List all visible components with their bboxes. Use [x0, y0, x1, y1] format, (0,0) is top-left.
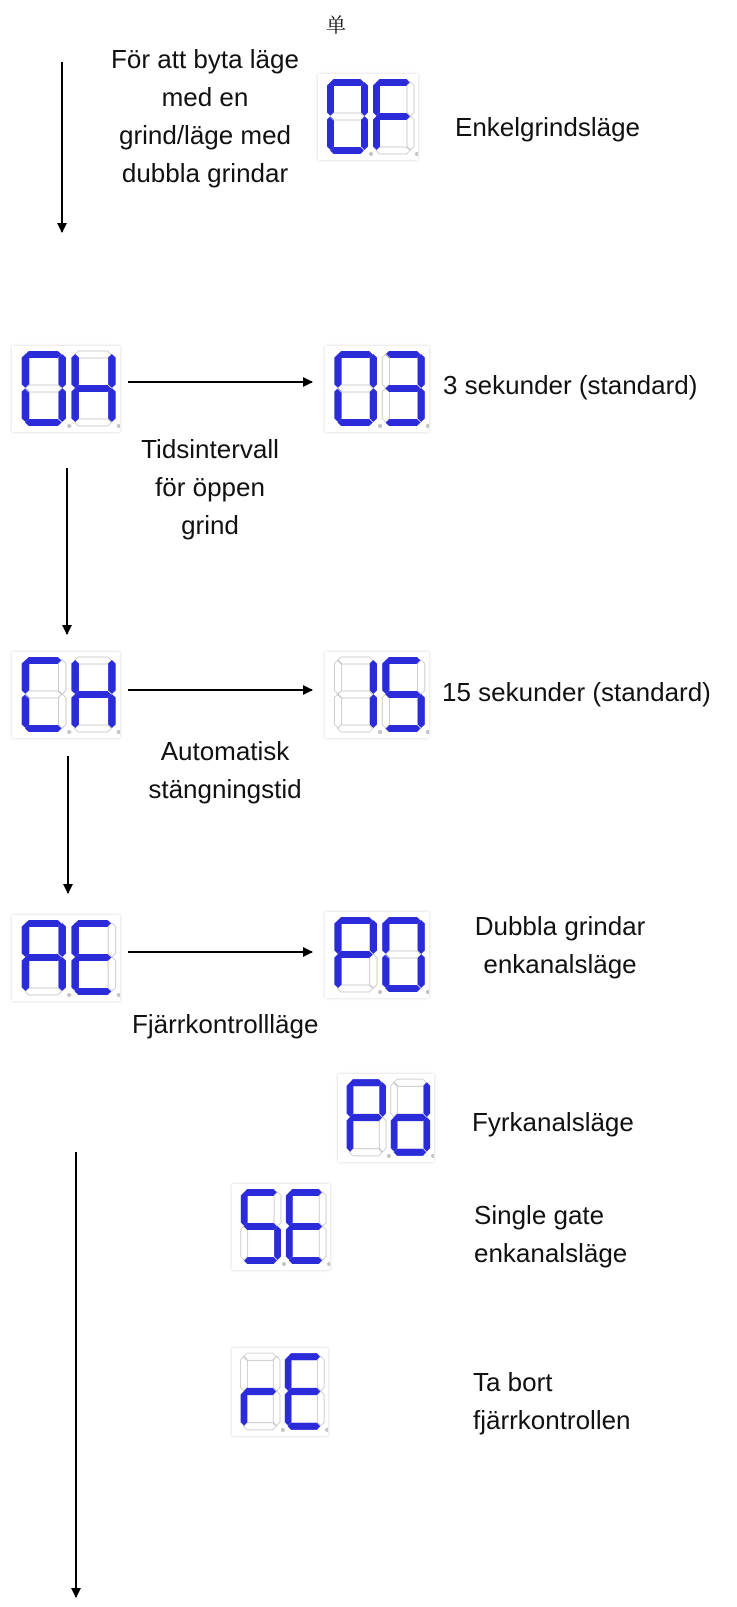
- segment-c-on: [370, 694, 377, 728]
- segment-digit-E: [286, 1189, 330, 1266]
- segment-b-on: [370, 660, 377, 694]
- decimal-point: [117, 993, 120, 997]
- segment-a-on: [289, 1189, 322, 1196]
- intro-line: dubbla grindar: [121, 158, 289, 188]
- seven-segment-digits: [232, 1184, 330, 1270]
- segment-g-on: [350, 1114, 383, 1121]
- segment-a-on: [385, 657, 420, 664]
- segment-d-on: [25, 419, 62, 426]
- caption-line: för öppen: [155, 472, 265, 502]
- segment-b-off: [407, 82, 414, 116]
- caption-line: Tidsintervall: [141, 434, 279, 464]
- seven-segment-digits: [232, 1348, 328, 1436]
- segment-b-off: [273, 1356, 280, 1391]
- segment-b-on: [58, 923, 66, 957]
- segment-a-off: [244, 1353, 277, 1360]
- segment-digit-P: [334, 917, 382, 994]
- segment-f-on: [373, 82, 380, 116]
- decimal-point: [369, 152, 373, 156]
- segment-b-off: [58, 660, 66, 694]
- segment-a-on: [376, 79, 410, 86]
- seven-segment-digits: [12, 652, 120, 738]
- segment-e-on: [347, 1117, 354, 1152]
- segment-digit-P: [347, 1079, 391, 1158]
- segment-digit-0: [334, 351, 382, 428]
- segment-g-on: [244, 1223, 277, 1230]
- segment-digit-E: [71, 920, 120, 997]
- segment-digit-r: [241, 1353, 285, 1432]
- segment-g-on: [244, 1388, 277, 1395]
- segment-f-off: [391, 1082, 398, 1117]
- decimal-point: [378, 730, 382, 734]
- segment-c-off: [273, 1391, 280, 1426]
- segment-g-on: [337, 951, 372, 958]
- top-glyph: 单: [326, 15, 346, 37]
- segment-g-off: [330, 113, 364, 120]
- segment-digit-S: [241, 1189, 286, 1266]
- segment-e-on: [285, 1391, 292, 1426]
- segment-a-on: [385, 917, 420, 924]
- intro-line: För att byta läge: [111, 44, 299, 74]
- label-line: enkanalsläge: [474, 1238, 628, 1268]
- segment-e-on: [286, 1226, 293, 1260]
- segment-a-on: [350, 1079, 383, 1086]
- segment-g-off: [337, 691, 372, 698]
- label-single-gate: [474, 1196, 627, 1272]
- segment-c-on: [108, 388, 116, 422]
- segment-a-on: [337, 917, 372, 924]
- segment-c-off: [379, 1117, 386, 1152]
- intro-line: med en: [161, 82, 249, 112]
- segment-d-on: [385, 419, 420, 426]
- seven-segment-digits: [12, 915, 120, 1001]
- segment-b-on: [108, 354, 116, 388]
- decimal-point: [117, 730, 120, 734]
- segment-a-off: [75, 351, 112, 358]
- segment-display-pd: [338, 1074, 434, 1162]
- segment-e-on: [373, 116, 380, 150]
- segment-f-on: [241, 1192, 248, 1226]
- segment-display-03: [325, 346, 429, 432]
- segment-f-on: [334, 920, 341, 954]
- segment-b-on: [58, 354, 66, 388]
- decimal-point: [282, 1262, 286, 1266]
- segment-a-off: [337, 657, 372, 664]
- label-line: Single gate: [474, 1200, 605, 1230]
- segment-display-re: [232, 1348, 328, 1436]
- segment-d-off: [75, 725, 112, 732]
- segment-f-off: [382, 354, 389, 388]
- segment-digit-3: [382, 351, 429, 428]
- segment-display-0f: [318, 74, 418, 160]
- segment-b-on: [370, 920, 377, 954]
- segment-b-off: [319, 1192, 326, 1226]
- caption-line: Automatisk: [160, 736, 290, 766]
- segment-c-on: [361, 116, 368, 150]
- decimal-point: [431, 1154, 434, 1158]
- label-line: enkanalsläge: [483, 949, 637, 979]
- segment-g-on: [288, 1388, 321, 1395]
- segment-g-off: [25, 691, 62, 698]
- segment-d-off: [25, 988, 62, 995]
- segment-e-off: [241, 1226, 248, 1260]
- segment-g-on: [75, 691, 112, 698]
- segment-g-on: [385, 385, 420, 392]
- caption-tidsintervall: [110, 430, 310, 544]
- segment-c-off: [58, 694, 66, 728]
- segment-digit-H: [71, 351, 120, 428]
- segment-d-on: [337, 419, 372, 426]
- segment-e-off: [382, 694, 389, 728]
- segment-c-off: [108, 957, 116, 991]
- segment-d-off: [337, 985, 372, 992]
- segment-a-on: [244, 1189, 277, 1196]
- segment-g-on: [75, 385, 112, 392]
- segment-c-off: [317, 1391, 324, 1426]
- segment-b-off: [317, 1356, 324, 1391]
- decimal-point: [327, 1262, 330, 1266]
- segment-c-on: [418, 388, 425, 422]
- label-line: Dubbla grindar: [474, 911, 646, 941]
- segment-e-on: [22, 957, 30, 991]
- segment-c-on: [423, 1117, 430, 1152]
- segment-display-0h: [12, 346, 120, 432]
- decimal-point: [67, 993, 71, 997]
- segment-digit-1: [334, 657, 382, 734]
- segment-e-off: [334, 694, 341, 728]
- label-fyrkanalslage: Fyrkanalsläge: [472, 1107, 634, 1137]
- segment-f-on: [71, 923, 79, 957]
- decimal-point: [67, 424, 71, 428]
- decimal-point: [426, 730, 429, 734]
- segment-e-on: [327, 116, 334, 150]
- segment-g-on: [25, 954, 62, 961]
- segment-f-on: [382, 660, 389, 694]
- segment-a-on: [385, 351, 420, 358]
- segment-e-on: [241, 1391, 248, 1426]
- segment-a-off: [75, 657, 112, 664]
- segment-d-off: [337, 725, 372, 732]
- segment-f-on: [22, 923, 30, 957]
- segment-f-on: [22, 354, 30, 388]
- segment-d-on: [394, 1149, 427, 1156]
- segment-digit-A: [22, 920, 72, 997]
- segment-d-on: [385, 725, 420, 732]
- segment-e-on: [22, 694, 30, 728]
- segment-b-on: [418, 920, 425, 954]
- segment-a-on: [25, 657, 62, 664]
- seven-segment-digits: [325, 652, 429, 738]
- segment-e-on: [22, 388, 30, 422]
- segment-d-off: [376, 147, 410, 154]
- segment-d-on: [244, 1257, 277, 1264]
- segment-f-on: [334, 354, 341, 388]
- segment-b-on: [418, 354, 425, 388]
- decimal-point: [117, 424, 120, 428]
- segment-d-off: [244, 1423, 277, 1430]
- segment-g-on: [394, 1114, 427, 1121]
- segment-c-on: [370, 388, 377, 422]
- segment-e-on: [334, 388, 341, 422]
- segment-f-on: [285, 1356, 292, 1391]
- segment-c-on: [58, 388, 66, 422]
- segment-digit-C: [22, 657, 72, 734]
- segment-f-on: [22, 660, 30, 694]
- segment-digit-H: [71, 657, 120, 734]
- label-line: Ta bort: [473, 1367, 553, 1397]
- segment-f-off: [334, 660, 341, 694]
- segment-d-off: [75, 419, 112, 426]
- segment-display-ae: [12, 915, 120, 1001]
- decimal-point: [378, 990, 382, 994]
- decimal-point: [415, 152, 418, 156]
- segment-digit-d: [391, 1079, 434, 1158]
- seven-segment-digits: [325, 912, 429, 998]
- segment-f-on: [71, 660, 79, 694]
- segment-c-on: [418, 694, 425, 728]
- segment-b-on: [108, 660, 116, 694]
- segment-g-on: [385, 691, 420, 698]
- caption-line: stängningstid: [148, 774, 302, 804]
- label-15-sekunder: 15 sekunder (standard): [442, 677, 711, 707]
- seven-segment-digits: [338, 1074, 434, 1162]
- segment-a-on: [330, 79, 364, 86]
- segment-f-on: [286, 1192, 293, 1226]
- segment-a-off: [394, 1079, 427, 1086]
- segment-f-on: [347, 1082, 354, 1117]
- segment-b-on: [370, 354, 377, 388]
- segment-b-on: [379, 1082, 386, 1117]
- decimal-point: [325, 1428, 328, 1432]
- segment-a-on: [288, 1353, 321, 1360]
- segment-g-off: [337, 385, 372, 392]
- caption-automatisk: [125, 732, 325, 808]
- decimal-point: [387, 1154, 391, 1158]
- label-dubbla-grindar: [450, 907, 670, 983]
- segment-c-on: [58, 957, 66, 991]
- decimal-point: [378, 424, 382, 428]
- label-3-sekunder: 3 sekunder (standard): [443, 370, 698, 400]
- decimal-point: [426, 990, 429, 994]
- seven-segment-digits: [325, 346, 429, 432]
- segment-b-off: [418, 660, 425, 694]
- segment-g-off: [385, 951, 420, 958]
- decimal-point: [67, 730, 71, 734]
- segment-g-on: [75, 954, 112, 961]
- caption-fjarrkontrolllage: Fjärrkontrollläge: [132, 1009, 319, 1039]
- segment-a-on: [25, 351, 62, 358]
- segment-c-off: [370, 954, 377, 988]
- segment-digit-F: [373, 79, 418, 156]
- segment-digit-0: [22, 351, 72, 428]
- label-enkelgrindslage: Enkelgrindsläge: [455, 112, 641, 142]
- segment-d-on: [385, 985, 420, 992]
- segment-d-off: [350, 1149, 383, 1156]
- segment-b-off: [274, 1192, 281, 1226]
- segment-e-on: [382, 954, 389, 988]
- segment-c-off: [407, 116, 414, 150]
- segment-display-se: [232, 1184, 330, 1270]
- segment-f-off: [241, 1356, 248, 1391]
- segment-c-off: [319, 1226, 326, 1260]
- segment-a-on: [337, 351, 372, 358]
- segment-f-on: [71, 354, 79, 388]
- segment-d-on: [25, 725, 62, 732]
- segment-b-on: [423, 1082, 430, 1117]
- segment-d-on: [75, 988, 112, 995]
- segment-digit-0: [327, 79, 373, 156]
- segment-display-p0: [325, 912, 429, 998]
- segment-c-on: [108, 694, 116, 728]
- segment-e-on: [71, 694, 79, 728]
- segment-e-off: [382, 388, 389, 422]
- segment-digit-5: [382, 657, 429, 734]
- decimal-point: [281, 1428, 285, 1432]
- segment-a-on: [25, 920, 62, 927]
- segment-g-on: [289, 1223, 322, 1230]
- segment-e-on: [391, 1117, 398, 1152]
- label-line: fjärrkontrollen: [473, 1405, 631, 1435]
- segment-c-on: [418, 954, 425, 988]
- segment-display-15: [325, 652, 429, 738]
- seven-segment-digits: [12, 346, 120, 432]
- intro-line: grind/läge med: [119, 120, 291, 150]
- seven-segment-digits: [318, 74, 418, 160]
- segment-g-on: [376, 113, 410, 120]
- caption-line: grind: [181, 510, 239, 540]
- segment-d-on: [330, 147, 364, 154]
- segment-c-on: [274, 1226, 281, 1260]
- segment-e-on: [71, 388, 79, 422]
- segment-a-on: [75, 920, 112, 927]
- segment-g-off: [25, 385, 62, 392]
- segment-d-on: [288, 1423, 321, 1430]
- segment-f-on: [382, 920, 389, 954]
- segment-digit-0: [382, 917, 429, 994]
- segment-f-on: [327, 82, 334, 116]
- segment-b-off: [108, 923, 116, 957]
- segment-e-on: [334, 954, 341, 988]
- segment-d-on: [289, 1257, 322, 1264]
- decimal-point: [426, 424, 429, 428]
- segment-b-on: [361, 82, 368, 116]
- label-ta-bort: [473, 1363, 631, 1439]
- segment-e-on: [71, 957, 79, 991]
- segment-display-ch: [12, 652, 120, 738]
- intro-text: [90, 40, 320, 192]
- segment-digit-E: [285, 1353, 328, 1432]
